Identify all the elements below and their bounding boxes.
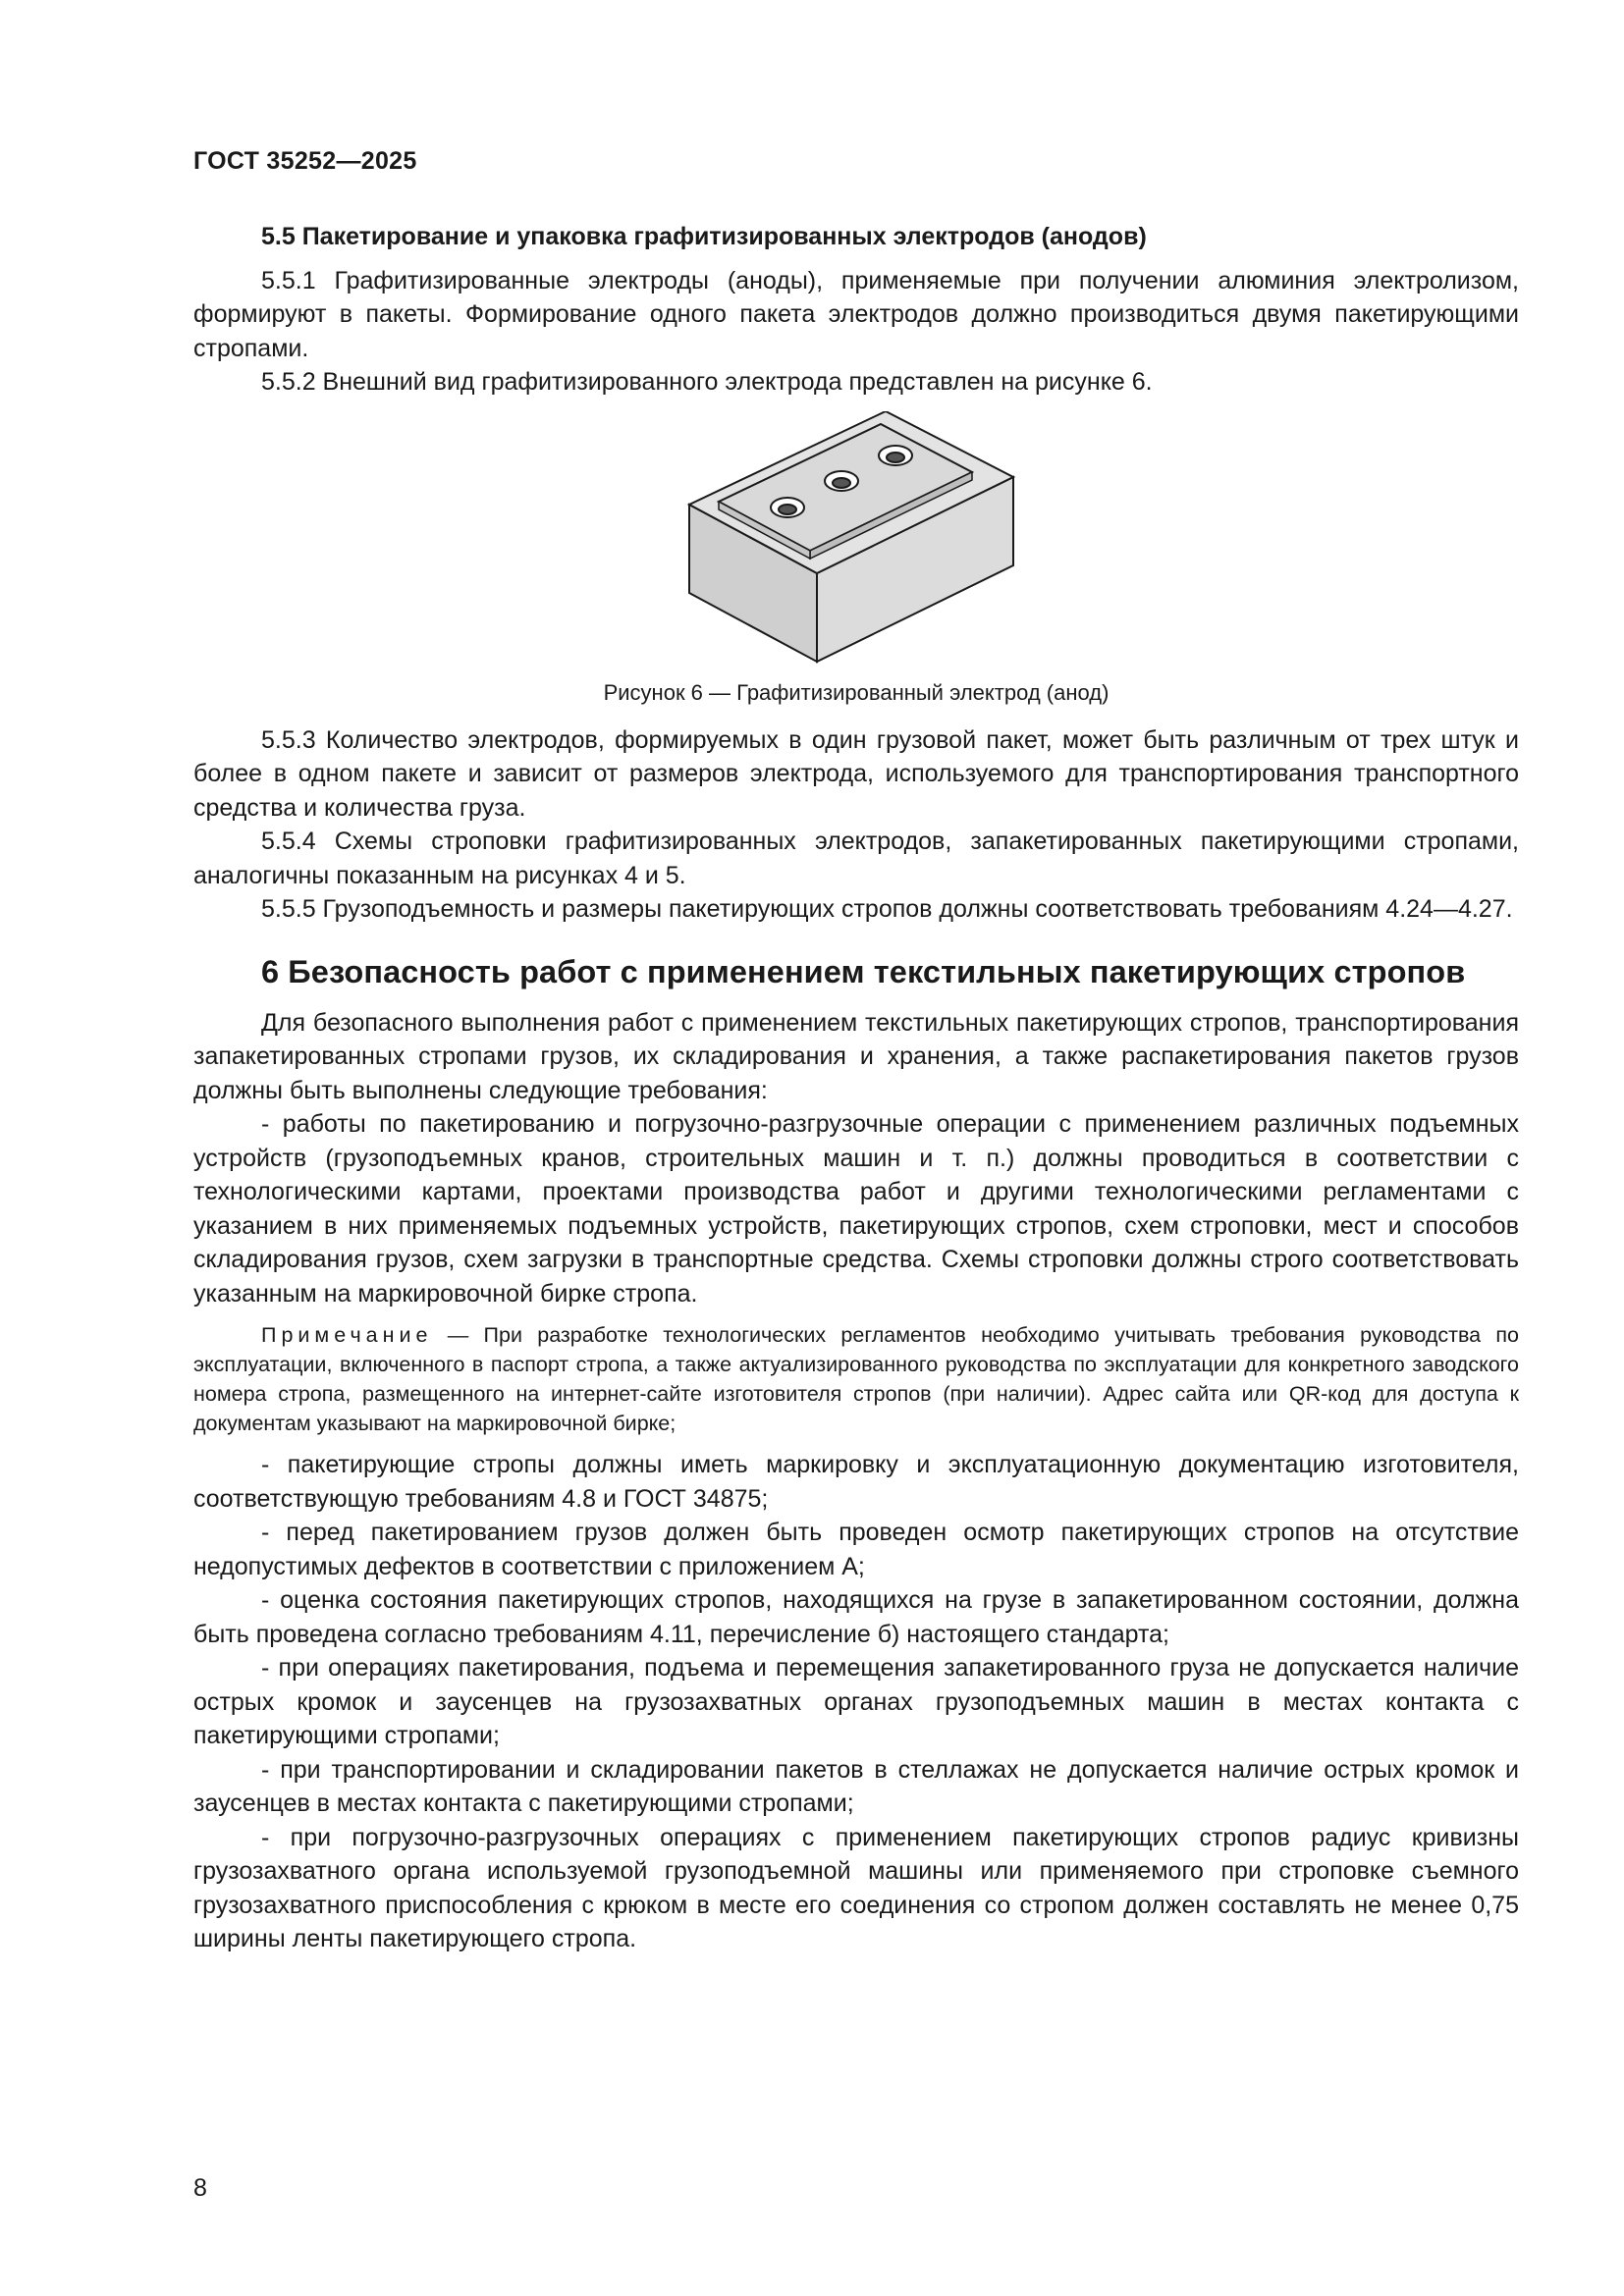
section-6-intro: Для безопасного выполнения работ с применением текстильных пакетирующих стропов, транспортирования запакетированных стропами грузов, их складирования и хранения, а также распакетирования пакетов грузов должны быть выполнены следующие требования:: [193, 1008, 1519, 1104]
paragraph-5-5-4: 5.5.4 Схемы строповки графитизированных электродов, запакетированных пакетирующими стропами, аналогичны показанным на рисунках 4 и 5.: [193, 828, 1519, 889]
page-content: [193, 220, 1519, 1956]
figure-6: [193, 400, 1519, 723]
standard-header: ГОСТ 35252—2025: [193, 147, 417, 175]
requirement-item: - работы по пакетированию и погрузочно-разгрузочные операции с применением различных подъемных устройств (грузоподъемных кранов, строительных машин и т. п.) должны проводиться в соответствии с технологическими картами, проектами производства работ и другими технологическими регламентами с указанием в них применяемых подъемных устройств, пакетирующих стропов, схем строповки, мест и способов складирования грузов, схем загрузки в транспортные средства. Схемы строповки должны строго соответствовать указанным на маркировочной бирке стропа.: [193, 1110, 1519, 1308]
figure-6-caption: Рисунок 6 — Графитизированный электрод (анод): [603, 679, 1110, 705]
requirement-item: - при транспортировании и складировании пакетов в стеллажах не допускается наличие острых кромок и заусенцев в местах контакта с пакетирующими стропами;: [193, 1755, 1519, 1817]
paragraph-5-5-3: 5.5.3 Количество электродов, формируемых в один грузовой пакет, может быть различным от трех штук и более в одном пакете и зависит от размеров электрода, используемого для транспортирования транспортного средства и количества груза.: [193, 725, 1519, 822]
note-text: — При разработке технологических регламентов необходимо учитывать требования руководства по эксплуатации, включенного в паспорт стропа, а также актуализированного руководства по эксплуатации для конкретного заводского номера стропа, размещенного на интернет-сайте изготовителя стропов (при наличии). Адрес сайта или QR-код для доступа к документам указывают на маркировочной бирке;: [193, 1323, 1519, 1435]
requirement-item: - пакетирующие стропы должны иметь маркировку и эксплуатационную документацию изготовителя, соответствующую требованиям 4.8 и ГОСТ 34875;: [193, 1451, 1519, 1513]
paragraph-5-5-5: 5.5.5 Грузоподъемность и размеры пакетирующих стропов должны соответствовать требованиям 4.24—4.27.: [261, 895, 1513, 923]
graphitized-electrode-illustration: [684, 411, 1018, 674]
requirement-item: - перед пакетированием грузов должен быть проведен осмотр пакетирующих стропов на отсутствие недопустимых дефектов в соответствии с приложением А;: [193, 1519, 1519, 1580]
note-label: Примечание: [261, 1323, 433, 1347]
electrode-stub-hole: [825, 471, 858, 491]
section-5-5-heading: 5.5 Пакетирование и упаковка графитизированных электродов (анодов): [261, 223, 1147, 250]
requirement-item: - при погрузочно-разгрузочных операциях с применением пакетирующих стропов радиус кривизны грузозахватного органа используемой грузоподъемной машины или применяемого при строповке съемного грузозахватного приспособления с крюком в месте его соединения со стропом должен составлять не менее 0,75 ширины ленты пакетирующего стропа.: [193, 1823, 1519, 1952]
electrode-stub-hole: [771, 498, 804, 517]
section-6-heading: 6 Безопасность работ с применением текстильных пакетирующих стропов: [261, 953, 1466, 989]
paragraph-5-5-1: 5.5.1 Графитизированные электроды (аноды), применяемые при получении алюминия электролизом, формируют в пакеты. Формирование одного пакета электродов должно производиться двумя пакетирующими стропами.: [193, 266, 1519, 362]
requirement-item: - оценка состояния пакетирующих стропов, находящихся на грузе в запакетированном состоянии, должна быть проведена согласно требованиям 4.11, перечисление б) настоящего стандарта;: [193, 1586, 1519, 1648]
page-number: 8: [193, 2174, 207, 2202]
electrode-stub-hole: [879, 446, 912, 465]
paragraph-5-5-2: 5.5.2 Внешний вид графитизированного электрода представлен на рисунке 6.: [261, 368, 1153, 396]
requirement-item: - при операциях пакетирования, подъема и перемещения запакетированного груза не допускается наличие острых кромок и заусенцев на грузозахватных органах грузоподъемных машин в местах контакта с пакетирующими стропами;: [193, 1654, 1519, 1749]
note-paragraph: [193, 1320, 1519, 1438]
